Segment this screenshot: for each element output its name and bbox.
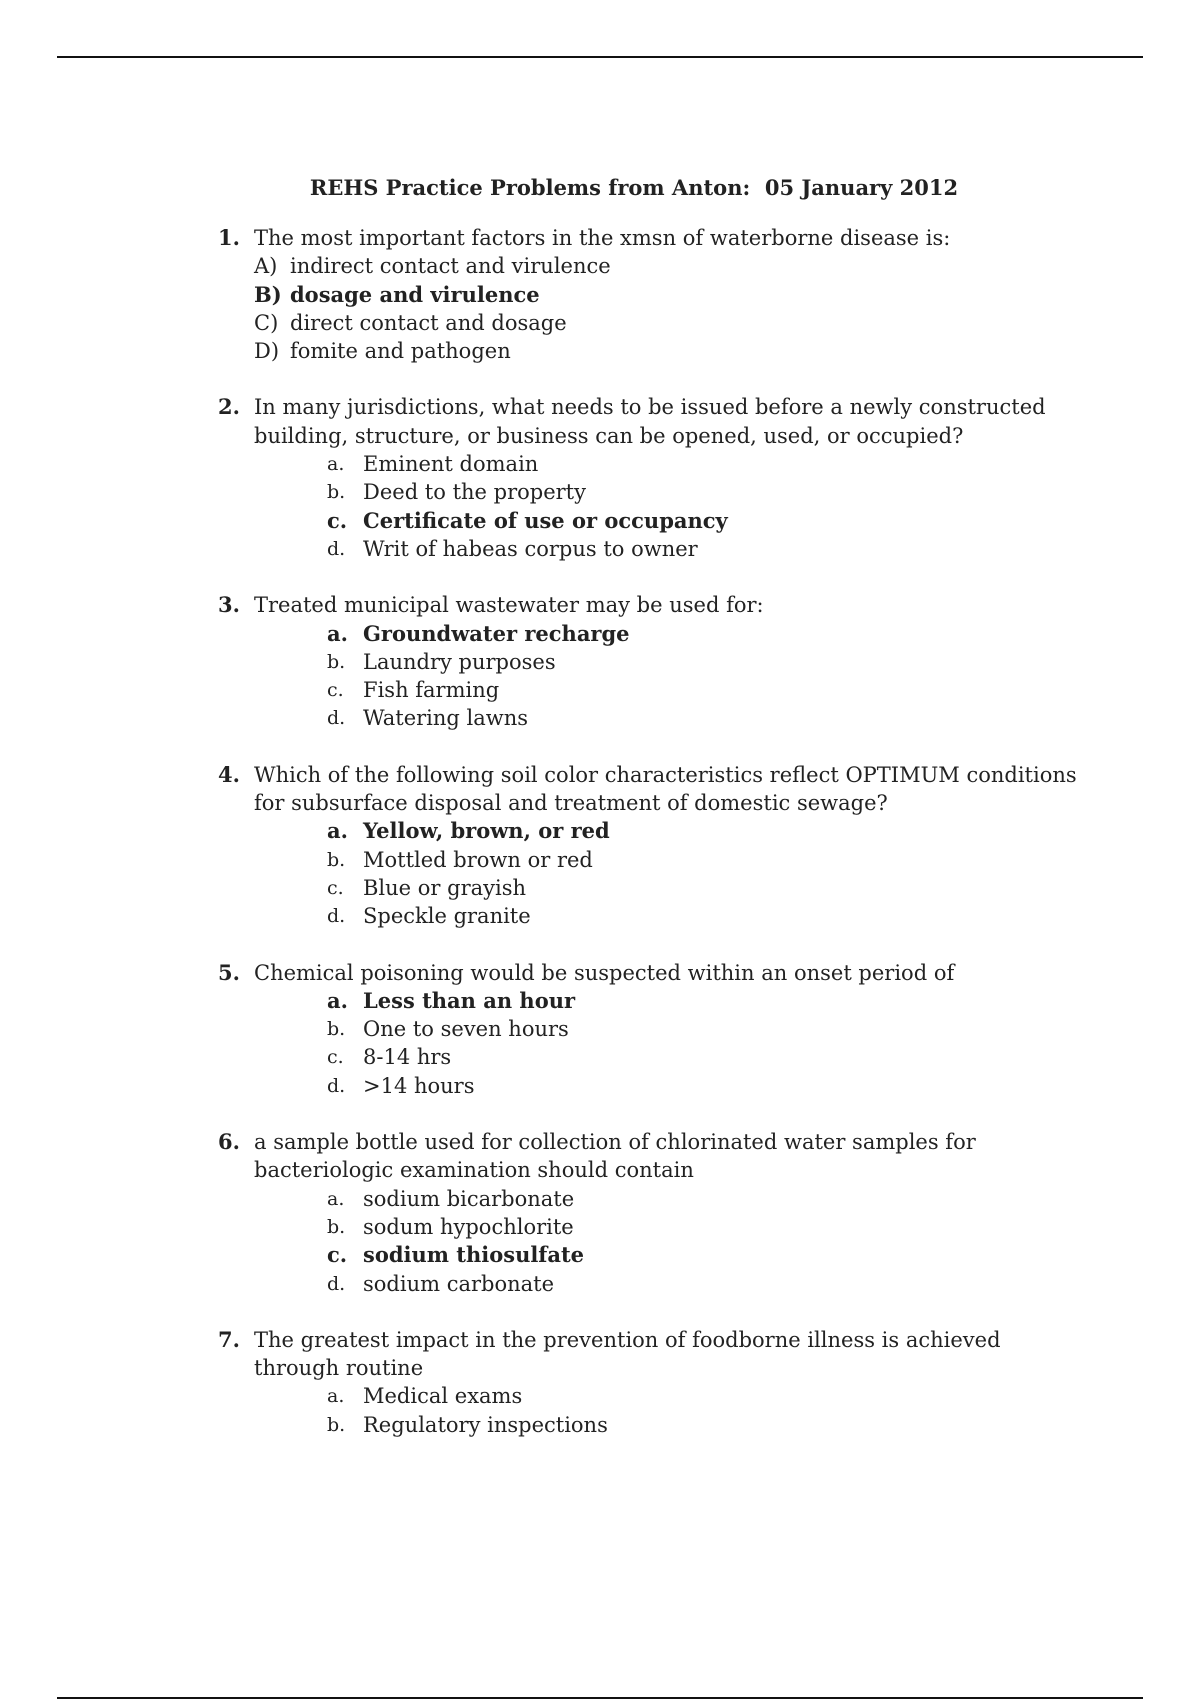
option-text: >14 hours: [363, 1073, 475, 1098]
option-label: a.: [327, 1187, 345, 1210]
option-label: b.: [327, 481, 346, 504]
answer-option-correct: [254, 507, 1088, 535]
option-text: Deed to the property: [363, 480, 586, 505]
answer-option: [254, 309, 1088, 337]
answer-option: [254, 1270, 1088, 1298]
option-text: Mottled brown or red: [363, 847, 593, 872]
question-6: [218, 1128, 1088, 1298]
option-text: 8-14 hrs: [363, 1045, 452, 1070]
answer-options: [254, 450, 1088, 563]
option-label: c.: [327, 507, 348, 533]
option-text: Medical exams: [363, 1384, 523, 1409]
option-label: b.: [327, 1215, 346, 1238]
question-text: The most important factors in the xmsn of waterborne disease is:: [254, 226, 951, 250]
answer-options: [254, 987, 1088, 1100]
answer-options: [254, 252, 1088, 365]
option-label: a.: [327, 987, 348, 1013]
answer-option: [254, 1043, 1088, 1071]
option-label: b.: [327, 1413, 346, 1436]
question-number: 6.: [218, 1129, 240, 1155]
option-label: a.: [327, 818, 348, 844]
question-number: 5.: [218, 959, 240, 985]
answer-option: [254, 1015, 1088, 1043]
answer-option: [254, 1382, 1088, 1410]
option-label: B): [254, 281, 282, 307]
question-5: [218, 959, 1088, 1100]
option-label: a.: [327, 620, 348, 646]
option-label: d.: [327, 537, 346, 560]
option-label: a.: [327, 453, 345, 476]
option-text: Laundry purposes: [363, 649, 556, 674]
option-text: dosage and virulence: [290, 281, 540, 307]
answer-option: [254, 1213, 1088, 1241]
option-text: Certificate of use or occupancy: [363, 507, 728, 533]
answer-option-correct: [254, 620, 1088, 648]
question-4: [218, 761, 1088, 931]
question-text: The greatest impact in the prevention of foodborne illness is achieved through routine: [254, 1327, 1001, 1381]
question-number: 3.: [218, 592, 240, 618]
question-text: Chemical poisoning would be suspected within an onset period of: [254, 960, 955, 985]
answer-option-correct: [254, 987, 1088, 1015]
answer-option-correct: [254, 817, 1088, 845]
option-label: b.: [327, 1018, 346, 1041]
option-label: D): [254, 339, 280, 364]
question-text: In many jurisdictions, what needs to be issued before a newly constructed building, structure, or business can be opened, used, or occupied?: [254, 395, 1046, 448]
option-label: b.: [327, 650, 346, 673]
option-text: sodium carbonate: [363, 1271, 555, 1296]
question-2: [218, 393, 1088, 563]
option-label: A): [254, 254, 278, 279]
answer-option: [254, 874, 1088, 902]
page-title: REHS Practice Problems from Anton: 05 January 2012: [309, 175, 959, 200]
answer-option: [254, 478, 1088, 506]
answer-option: [254, 1411, 1088, 1439]
answer-option-correct: [254, 281, 1088, 309]
option-text: Watering lawns: [363, 706, 529, 731]
option-label: c.: [327, 679, 344, 702]
option-label: d.: [327, 905, 346, 928]
question-1: [218, 224, 1088, 365]
question-text: Which of the following soil color characteristics reflect OPTIMUM conditions for subsurface disposal and treatment of domestic sewage?: [254, 762, 1077, 816]
top-rule: [57, 56, 1143, 58]
bottom-rule: [57, 1697, 1143, 1699]
option-label: d.: [327, 707, 346, 730]
answer-options: [254, 817, 1088, 930]
answer-option: [254, 648, 1088, 676]
option-label: a.: [327, 1385, 345, 1408]
question-number: 1.: [218, 225, 240, 250]
option-text: Eminent domain: [363, 452, 539, 477]
answer-option: [254, 676, 1088, 704]
option-text: Yellow, brown, or red: [363, 818, 610, 844]
answer-option: [254, 450, 1088, 478]
option-text: direct contact and dosage: [290, 310, 567, 335]
option-text: Groundwater recharge: [363, 620, 630, 646]
option-text: One to seven hours: [363, 1017, 569, 1042]
answer-option: [254, 902, 1088, 930]
option-text: sodium thiosulfate: [363, 1242, 585, 1268]
question-number: 4.: [218, 761, 240, 787]
answer-option-correct: [254, 1241, 1088, 1269]
option-label: c.: [327, 1242, 348, 1268]
answer-option: [254, 252, 1088, 280]
option-label: C): [254, 310, 279, 335]
answer-options: [254, 1185, 1088, 1298]
option-text: indirect contact and virulence: [290, 254, 611, 279]
answer-option: [254, 704, 1088, 732]
option-label: d.: [327, 1272, 346, 1295]
answer-options: [254, 620, 1088, 733]
question-7: [218, 1326, 1088, 1439]
option-label: c.: [327, 1046, 344, 1069]
question-text: a sample bottle used for collection of chlorinated water samples for bacteriologic examination should contain: [254, 1130, 976, 1183]
option-label: c.: [327, 876, 344, 899]
question-3: [218, 591, 1088, 732]
option-text: fomite and pathogen: [290, 339, 511, 364]
option-text: Less than an hour: [363, 987, 576, 1013]
option-text: sodum hypochlorite: [363, 1214, 574, 1239]
answer-options: [254, 1382, 1088, 1439]
answer-option: [254, 535, 1088, 563]
option-label: d.: [327, 1074, 346, 1097]
question-number: 2.: [218, 394, 240, 420]
answer-option: [254, 1072, 1088, 1100]
option-text: Blue or grayish: [363, 875, 527, 900]
option-text: Writ of habeas corpus to owner: [363, 536, 698, 561]
question-text: Treated municipal wastewater may be used for:: [254, 593, 764, 618]
answer-option: [254, 337, 1088, 365]
document-body: [218, 174, 1088, 1467]
option-text: Fish farming: [363, 678, 500, 703]
option-label: b.: [327, 848, 346, 871]
question-number: 7.: [218, 1326, 240, 1352]
answer-option: [254, 846, 1088, 874]
option-text: sodium bicarbonate: [363, 1186, 575, 1211]
option-text: Speckle granite: [363, 904, 531, 929]
answer-option: [254, 1185, 1088, 1213]
option-text: Regulatory inspections: [363, 1412, 608, 1437]
